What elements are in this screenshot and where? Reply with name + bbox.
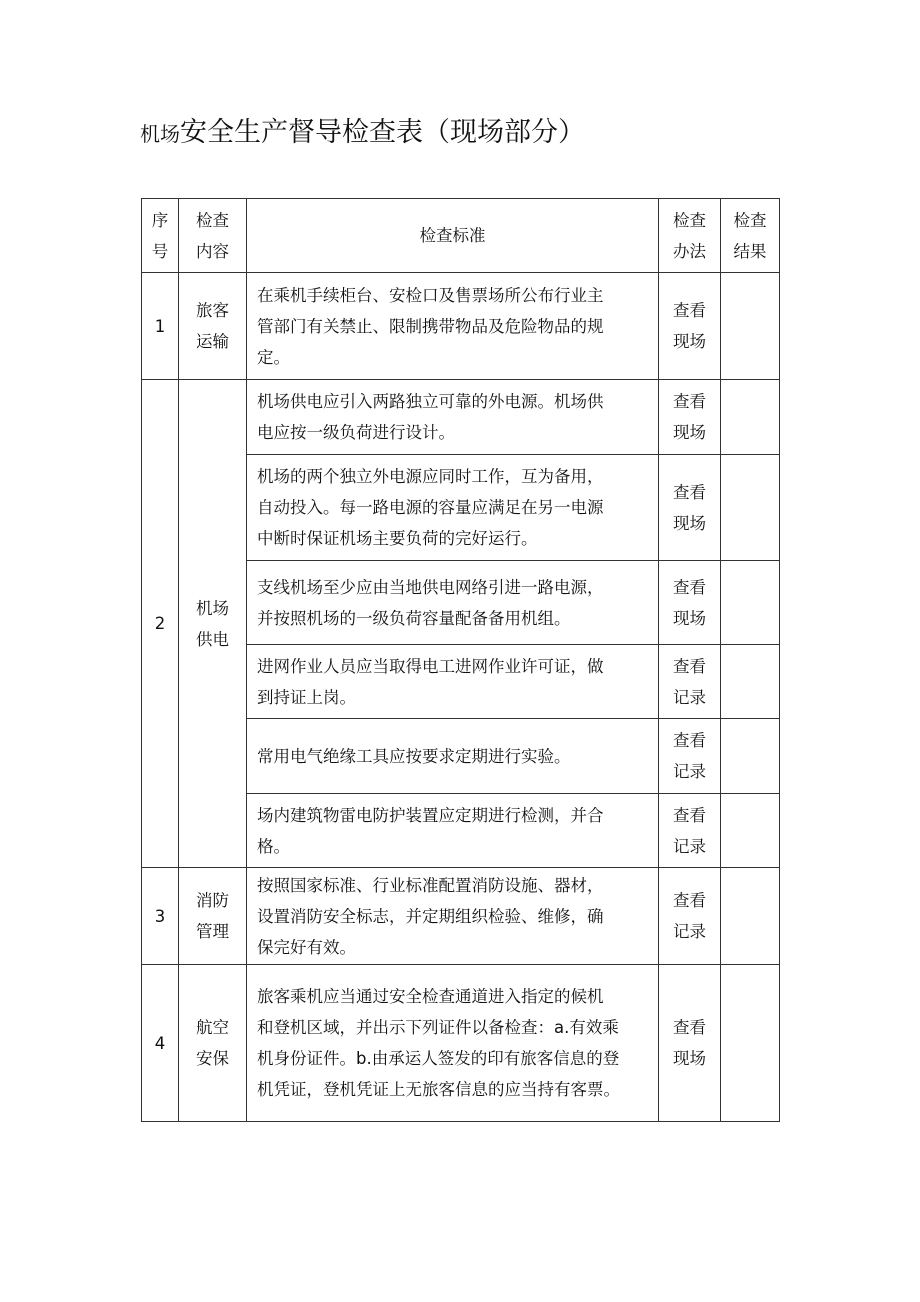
result-cell[interactable] [721,380,780,455]
seq-cell: 2 [142,380,179,868]
header-text: 办法 [673,241,706,261]
header-text: 号 [151,241,169,261]
table-row [142,965,780,1122]
cell-text-line: 供电 [196,629,229,649]
cell-text-line: 旅客乘机应当通过安全检查通道进入指定的候机 [257,987,604,1006]
standard-cell [247,455,659,561]
result-cell[interactable] [721,273,780,380]
cell-text-line: 记录 [673,687,706,707]
cell-text-line: 和登机区域，并出示下列证件以备检查：a.有效乘 [257,1018,619,1037]
cell-text-line: 运输 [196,332,229,351]
header-result [721,199,780,273]
standard-cell [247,794,659,868]
result-cell[interactable] [721,965,780,1122]
cell-text-line: 场内建筑物雷电防护装置应定期进行检测，并合 [257,805,604,825]
cell-text-line: 记录 [673,762,706,781]
standard-cell [247,380,659,455]
method-cell [659,645,721,719]
method-cell [659,380,721,455]
cell-text-line: 查看 [673,577,706,597]
cell-text-line: 管理 [196,922,229,941]
standard-cell [247,719,659,794]
header-text: 结果 [733,241,767,261]
cell-text-line: 并按照机场的一级负荷容量配备备用机组。 [257,608,571,628]
cell-text-line: 安保 [196,1049,229,1068]
header-text: 序 [151,210,169,230]
cell-text-line: 查看 [673,731,706,750]
header-text: 检查 [733,210,767,230]
cell-text-line: 现场 [673,608,706,628]
result-cell[interactable] [721,719,780,794]
table-row [142,868,780,965]
cell-text-line: 管部门有关禁止、限制携带物品及危险物品的规 [257,316,604,336]
standard-cell [247,561,659,645]
header-row [142,199,780,273]
seq-cell: 3 [142,868,179,965]
header-content [179,199,247,273]
standard-cell [247,645,659,719]
method-cell [659,455,721,561]
header-seq [142,199,179,273]
cell-text-line: 按照国家标准、行业标准配置消防设施、器材， [257,875,604,895]
cell-text-line: 现场 [673,1049,706,1068]
cell-text-line: 机场供电应引入两路独立可靠的外电源。机场供 [257,392,604,411]
cell-text-line: 航空 [196,1018,229,1037]
cell-text-line: 查看 [673,392,706,411]
page-title [140,110,585,149]
cell-text-line: 消防 [196,891,229,910]
cell-text-line: 查看 [673,301,706,320]
cell-text-line: 查看 [673,1018,706,1037]
cell-text-line: 查看 [673,482,706,502]
cell-text-line: 常用电气绝缘工具应按要求定期进行实验。 [257,746,571,766]
header-text: 检查 [196,210,229,230]
header-standard: 检查标准 [247,199,659,273]
seq-cell: 4 [142,965,179,1122]
cell-text-line: 现场 [673,423,706,442]
cell-text-line: 查看 [673,891,706,910]
cell-text-line: 电应按一级负荷进行设计。 [257,423,455,442]
result-cell[interactable] [721,455,780,561]
cell-text-line: 设置消防安全标志，并定期组织检验、维修，确 [257,906,604,926]
standard-cell [247,273,659,380]
cell-text-line: 查看 [673,656,706,676]
cell-text-line: 机场 [196,598,229,618]
table-row [142,273,780,380]
cell-text-line: 旅客 [196,301,229,320]
cell-text-line: 查看 [673,805,706,825]
cell-text-line: 支线机场至少应由当地供电网络引进一路电源， [257,577,604,597]
title-main: 安全生产督导检查表（现场部分） [180,117,585,148]
cell-text-line: 机凭证，登机凭证上无旅客信息的应当持有客票。 [257,1080,620,1099]
seq-cell: 1 [142,273,179,380]
result-cell[interactable] [721,645,780,719]
content-cell [179,273,247,380]
standard-cell [247,868,659,965]
cell-text-line: 进网作业人员应当取得电工进网作业许可证，做 [257,656,604,676]
cell-text-line: 自动投入。每一路电源的容量应满足在另一电源 [257,498,604,517]
cell-text-line: 定。 [257,347,290,367]
cell-text-line: 机场的两个独立外电源应同时工作，互为备用， [257,467,604,486]
method-cell [659,868,721,965]
method-cell [659,273,721,380]
standard-cell [247,965,659,1122]
method-cell [659,561,721,645]
cell-text-line: 机身份证件。b.由承运人签发的印有旅客信息的登 [257,1049,620,1068]
cell-text-line: 格。 [257,836,290,856]
header-method [659,199,721,273]
cell-text-line: 记录 [673,922,706,941]
result-cell[interactable] [721,868,780,965]
result-cell[interactable] [721,561,780,645]
cell-text-line: 现场 [673,513,706,533]
cell-text-line: 保完好有效。 [257,937,356,957]
header-text: 检查 [673,210,706,230]
method-cell [659,719,721,794]
method-cell [659,794,721,868]
result-cell[interactable] [721,794,780,868]
cell-text-line: 现场 [673,332,706,351]
header-text: 内容 [196,241,229,261]
content-cell [179,868,247,965]
cell-text-line: 中断时保证机场主要负荷的完好运行。 [257,529,538,548]
content-cell [179,965,247,1122]
method-cell [659,965,721,1122]
inspection-table [141,198,780,1122]
content-cell [179,380,247,868]
title-prefix: 机场 [140,122,180,146]
cell-text-line: 记录 [673,836,706,856]
table-row [142,380,780,455]
cell-text-line: 在乘机手续柜台、安检口及售票场所公布行业主 [257,285,604,305]
cell-text-line: 到持证上岗。 [257,687,356,707]
